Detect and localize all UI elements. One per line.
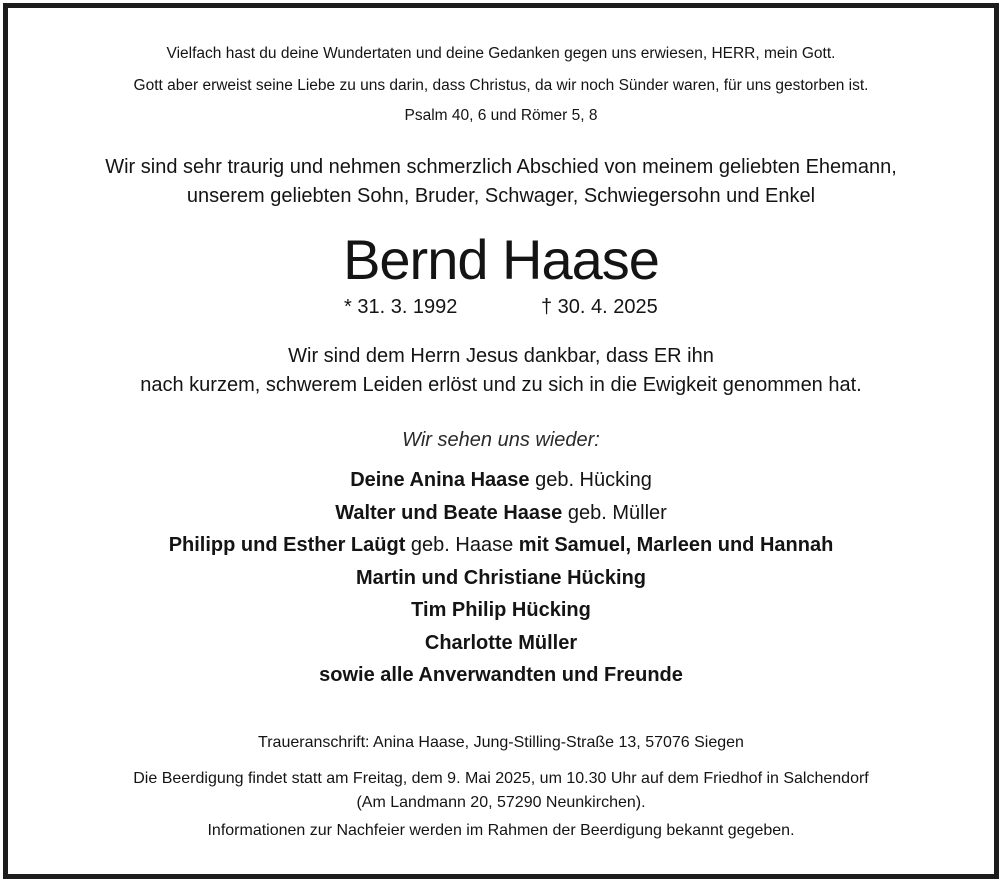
mourner-note: geb. Hücking — [529, 469, 652, 491]
mourner-row-3 — [8, 534, 994, 557]
mourner-children: mit Samuel, Marleen und Hannah — [518, 534, 834, 556]
intro-line-2: unserem geliebten Sohn, Bruder, Schwager, Schwiegersohn und Enkel — [186, 185, 816, 207]
mourner-row-1 — [8, 469, 994, 492]
thanks-line-1: Wir sind dem Herrn Jesus dankbar, dass ER ihn — [288, 345, 714, 367]
mourning-address: Traueranschrift: Anina Haase, Jung-Stilling-Straße 13, 57076 Siegen — [258, 734, 744, 751]
motto: Wir sehen uns wieder: — [402, 429, 600, 451]
mourner-name: sowie alle Anverwandten und Freunde — [319, 664, 683, 686]
funeral-line-2: (Am Landmann 20, 57290 Neunkirchen). — [356, 794, 646, 811]
mourner-name: Walter und Beate Haase — [335, 502, 563, 524]
mourner-row-4 — [8, 567, 994, 590]
mourner-name: Philipp und Esther Laügt — [168, 534, 406, 556]
mourner-name: Martin und Christiane Hücking — [355, 567, 647, 589]
verse-reference: Psalm 40, 6 und Römer 5, 8 — [404, 107, 598, 124]
verse-line-2: Gott aber erweist seine Liebe zu uns darin, dass Christus, da wir noch Sünder waren, für uns gestorben ist. — [133, 77, 869, 94]
mourner-row-7 — [8, 664, 994, 687]
mourner-note: geb. Müller — [562, 502, 667, 524]
mourner-row-6 — [8, 632, 994, 655]
reception-info: Informationen zur Nachfeier werden im Rahmen der Beerdigung bekannt gegeben. — [207, 822, 795, 839]
thanks-line-2: nach kurzem, schwerem Leiden erlöst und zu sich in die Ewigkeit genommen hat. — [140, 374, 862, 396]
deceased-name: Bernd Haase — [343, 228, 659, 291]
mourner-row-2 — [8, 502, 994, 525]
funeral-line-1: Die Beerdigung findet statt am Freitag, dem 9. Mai 2025, um 10.30 Uhr auf dem Friedhof in Salchendorf — [133, 770, 869, 787]
obituary-frame — [3, 3, 999, 879]
death-date: † 30. 4. 2025 — [541, 296, 658, 318]
mourner-note: geb. Haase — [405, 534, 519, 556]
mourner-name: Deine Anina Haase — [350, 469, 530, 491]
mourner-name: Charlotte Müller — [424, 632, 578, 654]
verse-line-1: Vielfach hast du deine Wundertaten und deine Gedanken gegen uns erwiesen, HERR, mein Gott. — [166, 45, 836, 62]
mourner-name: Tim Philip Hücking — [411, 599, 591, 621]
birth-date: * 31. 3. 1992 — [344, 296, 458, 318]
intro-line-1: Wir sind sehr traurig und nehmen schmerzlich Abschied von meinem geliebten Ehemann, — [105, 156, 897, 178]
life-dates — [8, 296, 994, 320]
mourner-row-5 — [8, 599, 994, 622]
